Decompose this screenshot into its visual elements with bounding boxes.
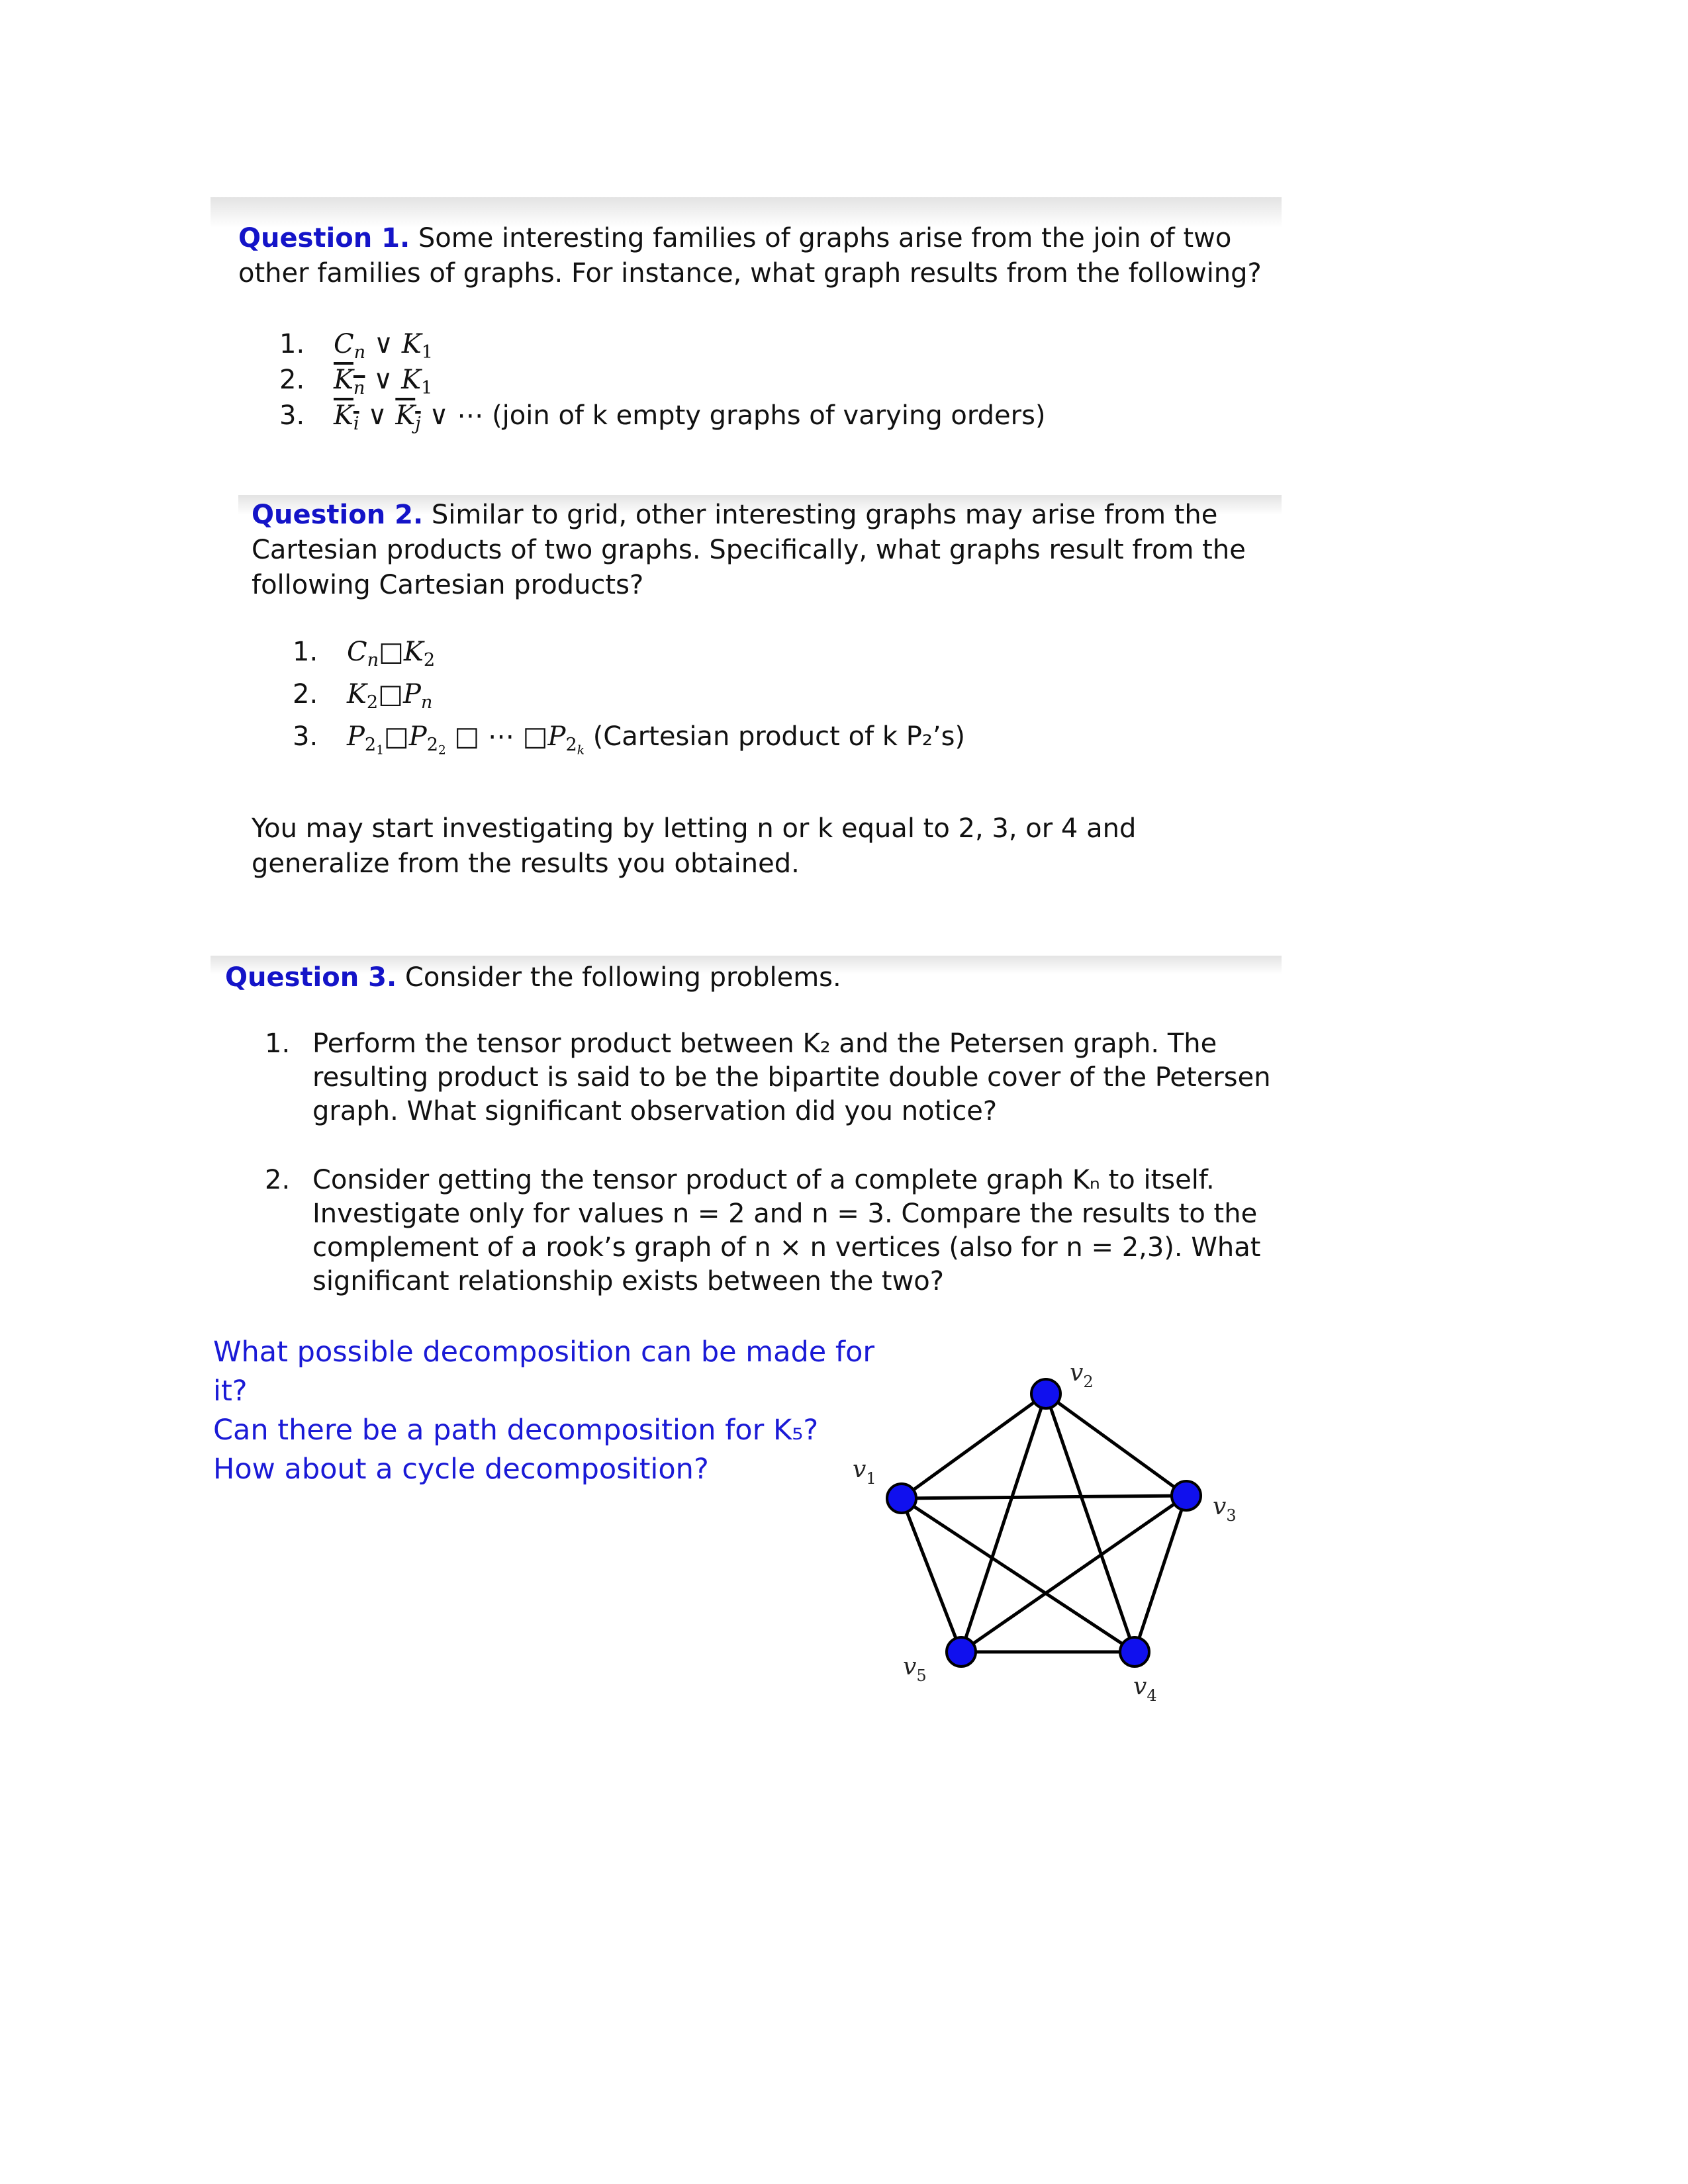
label-v3: $v_3$ <box>1213 1493 1237 1525</box>
edge-v1-v4 <box>902 1498 1135 1652</box>
item3-note: (join of k empty graphs of varying orders) <box>492 400 1046 431</box>
formula-k2-box-pn: $K_2□P_n$ <box>347 679 433 713</box>
edge-v1-v3 <box>902 1496 1186 1498</box>
edge-v1-v5 <box>902 1498 961 1652</box>
item-number: 2. <box>279 365 305 395</box>
note-line-2: Can there be a path decomposition for K₅? <box>213 1414 819 1447</box>
question-1-label: Question 1. <box>238 223 410 253</box>
vertex-v4 <box>1120 1637 1149 1666</box>
item-number: 1. <box>265 1028 291 1059</box>
edge-v1-v2 <box>902 1394 1046 1498</box>
question-2-body: Similar to grid, other interesting graphs may arise from the Cartesian products of two graphs. Specifically, what graphs result from the following Cartesian products? <box>252 500 1246 600</box>
item-text: Perform the tensor product between K₂ and the Petersen graph. The resulting product is said to be the bipartite double cover of the Petersen graph. What significant observation did you notice? <box>312 1028 1271 1126</box>
item-number: 3. <box>279 400 305 431</box>
vertex-v5 <box>947 1637 976 1666</box>
edge-v3-v4 <box>1135 1496 1186 1652</box>
label-v4: $v_4$ <box>1133 1673 1157 1705</box>
label-v2: $v_2$ <box>1070 1359 1094 1391</box>
vertex-v2 <box>1031 1379 1060 1408</box>
item-number: 1. <box>293 637 318 667</box>
edge-v2-v5 <box>961 1394 1046 1652</box>
formula-p2-products: $P_{2_1}□P_{2_2}$ □ ⋯ $□P_{2_k}$ (Cartesian product of k P₂’s) <box>347 721 966 758</box>
item-number: 1. <box>279 329 305 359</box>
question-3-label: Question 3. <box>225 962 397 993</box>
edge-v2-v3 <box>1046 1394 1186 1496</box>
question-3-body: Consider the following problems. <box>404 962 841 993</box>
question-1-body: Some interesting families of graphs arise from the join of two other families of graphs. For instance, what graph results from the following? <box>238 223 1262 289</box>
formula-empty-joins: $K_i$ ∨ $K_j$ ∨ ⋯ (join of k empty graphs of varying orders) <box>334 400 1046 435</box>
formula-kn-bar-join-k1: $K_n$ ∨ $K_1$ <box>334 365 433 399</box>
graph-edges <box>902 1394 1186 1652</box>
label-v5: $v_5$ <box>903 1653 927 1685</box>
item3-note: (Cartesian product of k P₂’s) <box>592 721 966 752</box>
note-line-1: What possible decomposition can be made for it? <box>213 1336 875 1408</box>
edge-v3-v5 <box>961 1496 1186 1652</box>
item-number: 3. <box>293 721 318 752</box>
label-v1: $v_1$ <box>853 1456 876 1488</box>
item-text: Consider getting the tensor product of a complete graph Kₙ to itself. Investigate only for values n = 2 and n = 3. Compare the results to the complement of a rook’s graph of n × n vertices (also for n = 2,3). What significant relationship exists between the two? <box>312 1165 1261 1297</box>
formula-cn-join-k1: $C_n$ ∨ $K_1$ <box>334 329 434 363</box>
vertex-v3 <box>1172 1481 1201 1510</box>
vertex-v1 <box>887 1484 916 1513</box>
item-number: 2. <box>293 679 318 709</box>
item-number: 2. <box>265 1165 291 1195</box>
formula-cn-box-k2: $C_n□K_2$ <box>347 637 436 671</box>
question-2-followup: You may start investigating by letting n or k equal to 2, 3, or 4 and generalize from the results you obtained. <box>252 813 1137 879</box>
note-line-3: How about a cycle decomposition? <box>213 1453 709 1486</box>
question-2-label: Question 2. <box>252 500 424 530</box>
graph-vertices <box>887 1379 1201 1666</box>
edge-v2-v4 <box>1046 1394 1135 1652</box>
